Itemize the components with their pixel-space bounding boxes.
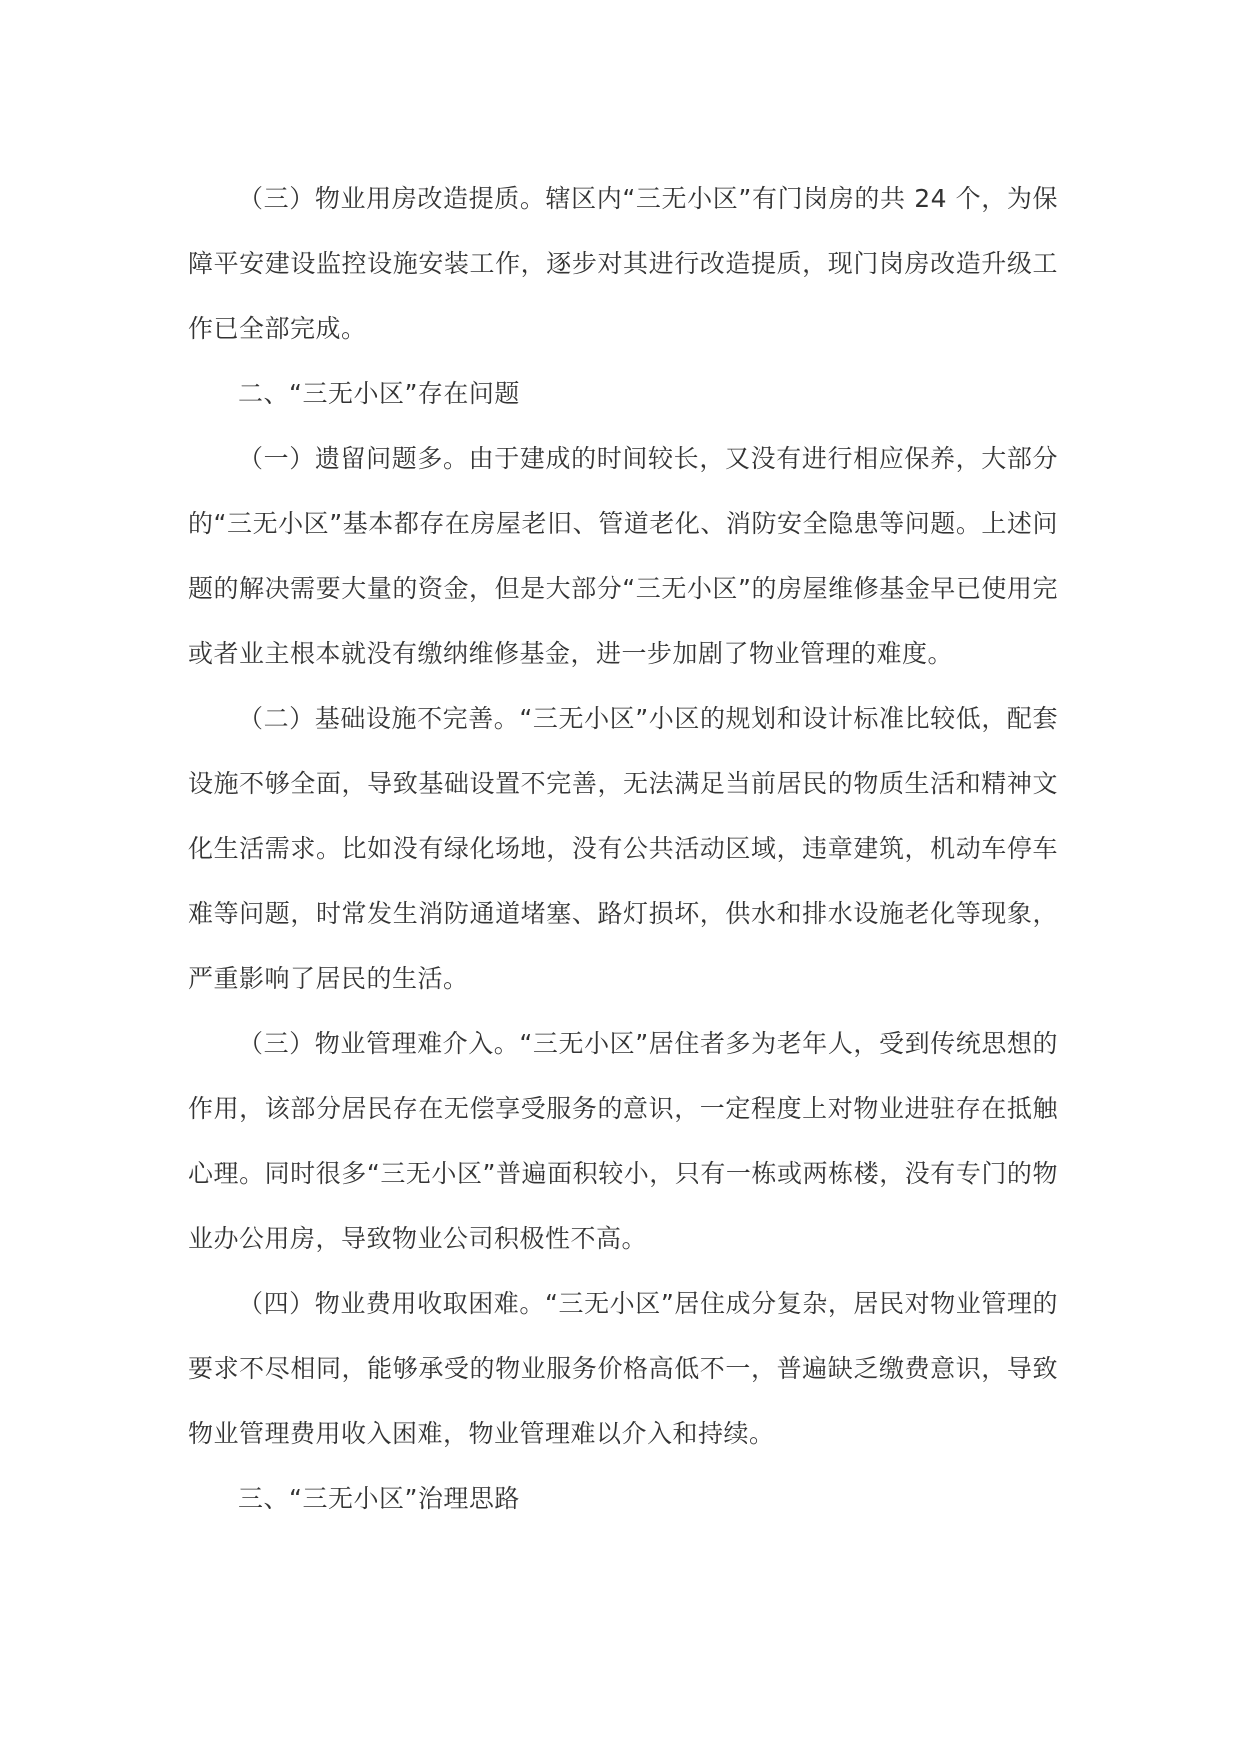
heading-section-two-problems: 二、“三无小区”存在问题 — [238, 379, 520, 408]
paragraph-fee-collection-difficulty: （四）物业费用收取困难。“三无小区”居住成分复杂，居民对物业管理的要求不尽相同，能够承受的物业服务价格高低不一，普遍缺乏缴费意识，导致物业管理费用收入困难，物业管理难以介入和持续。 — [188, 1289, 1058, 1448]
paragraph-property-housing-upgrade: （三）物业用房改造提质。辖区内“三无小区”有门岗房的共 24 个，为保障平安建设监控设施安装工作，逐步对其进行改造提质，现门岗房改造升级工作已全部完成。 — [188, 184, 1058, 343]
paragraph-incomplete-infrastructure: （二）基础设施不完善。“三无小区”小区的规划和设计标准比较低，配套设施不够全面，导致基础设置不完善，无法满足当前居民的物质生活和精神文化生活需求。比如没有绿化场地，没有公共活动区域，违章建筑，机动车停车难等问题，时常发生消防通道堵塞、路灯损坏，供水和排水设施老化等现象，严重影响了居民的生活。 — [188, 704, 1058, 993]
paragraph-legacy-issues: （一）遗留问题多。由于建成的时间较长，又没有进行相应保养，大部分的“三无小区”基本都存在房屋老旧、管道老化、消防安全隐患等问题。上述问题的解决需要大量的资金，但是大部分“三无小区”的房屋维修基金早已使用完或者业主根本就没有缴纳维修基金，进一步加剧了物业管理的难度。 — [188, 444, 1058, 668]
document-body — [188, 166, 1058, 1531]
heading-section-three-approach: 三、“三无小区”治理思路 — [238, 1484, 520, 1513]
paragraph-property-management-difficulty: （三）物业管理难介入。“三无小区”居住者多为老年人，受到传统思想的作用，该部分居民存在无偿享受服务的意识，一定程度上对物业进驻存在抵触心理。同时很多“三无小区”普遍面积较小，只有一栋或两栋楼，没有专门的物业办公用房，导致物业公司积极性不高。 — [188, 1029, 1058, 1253]
